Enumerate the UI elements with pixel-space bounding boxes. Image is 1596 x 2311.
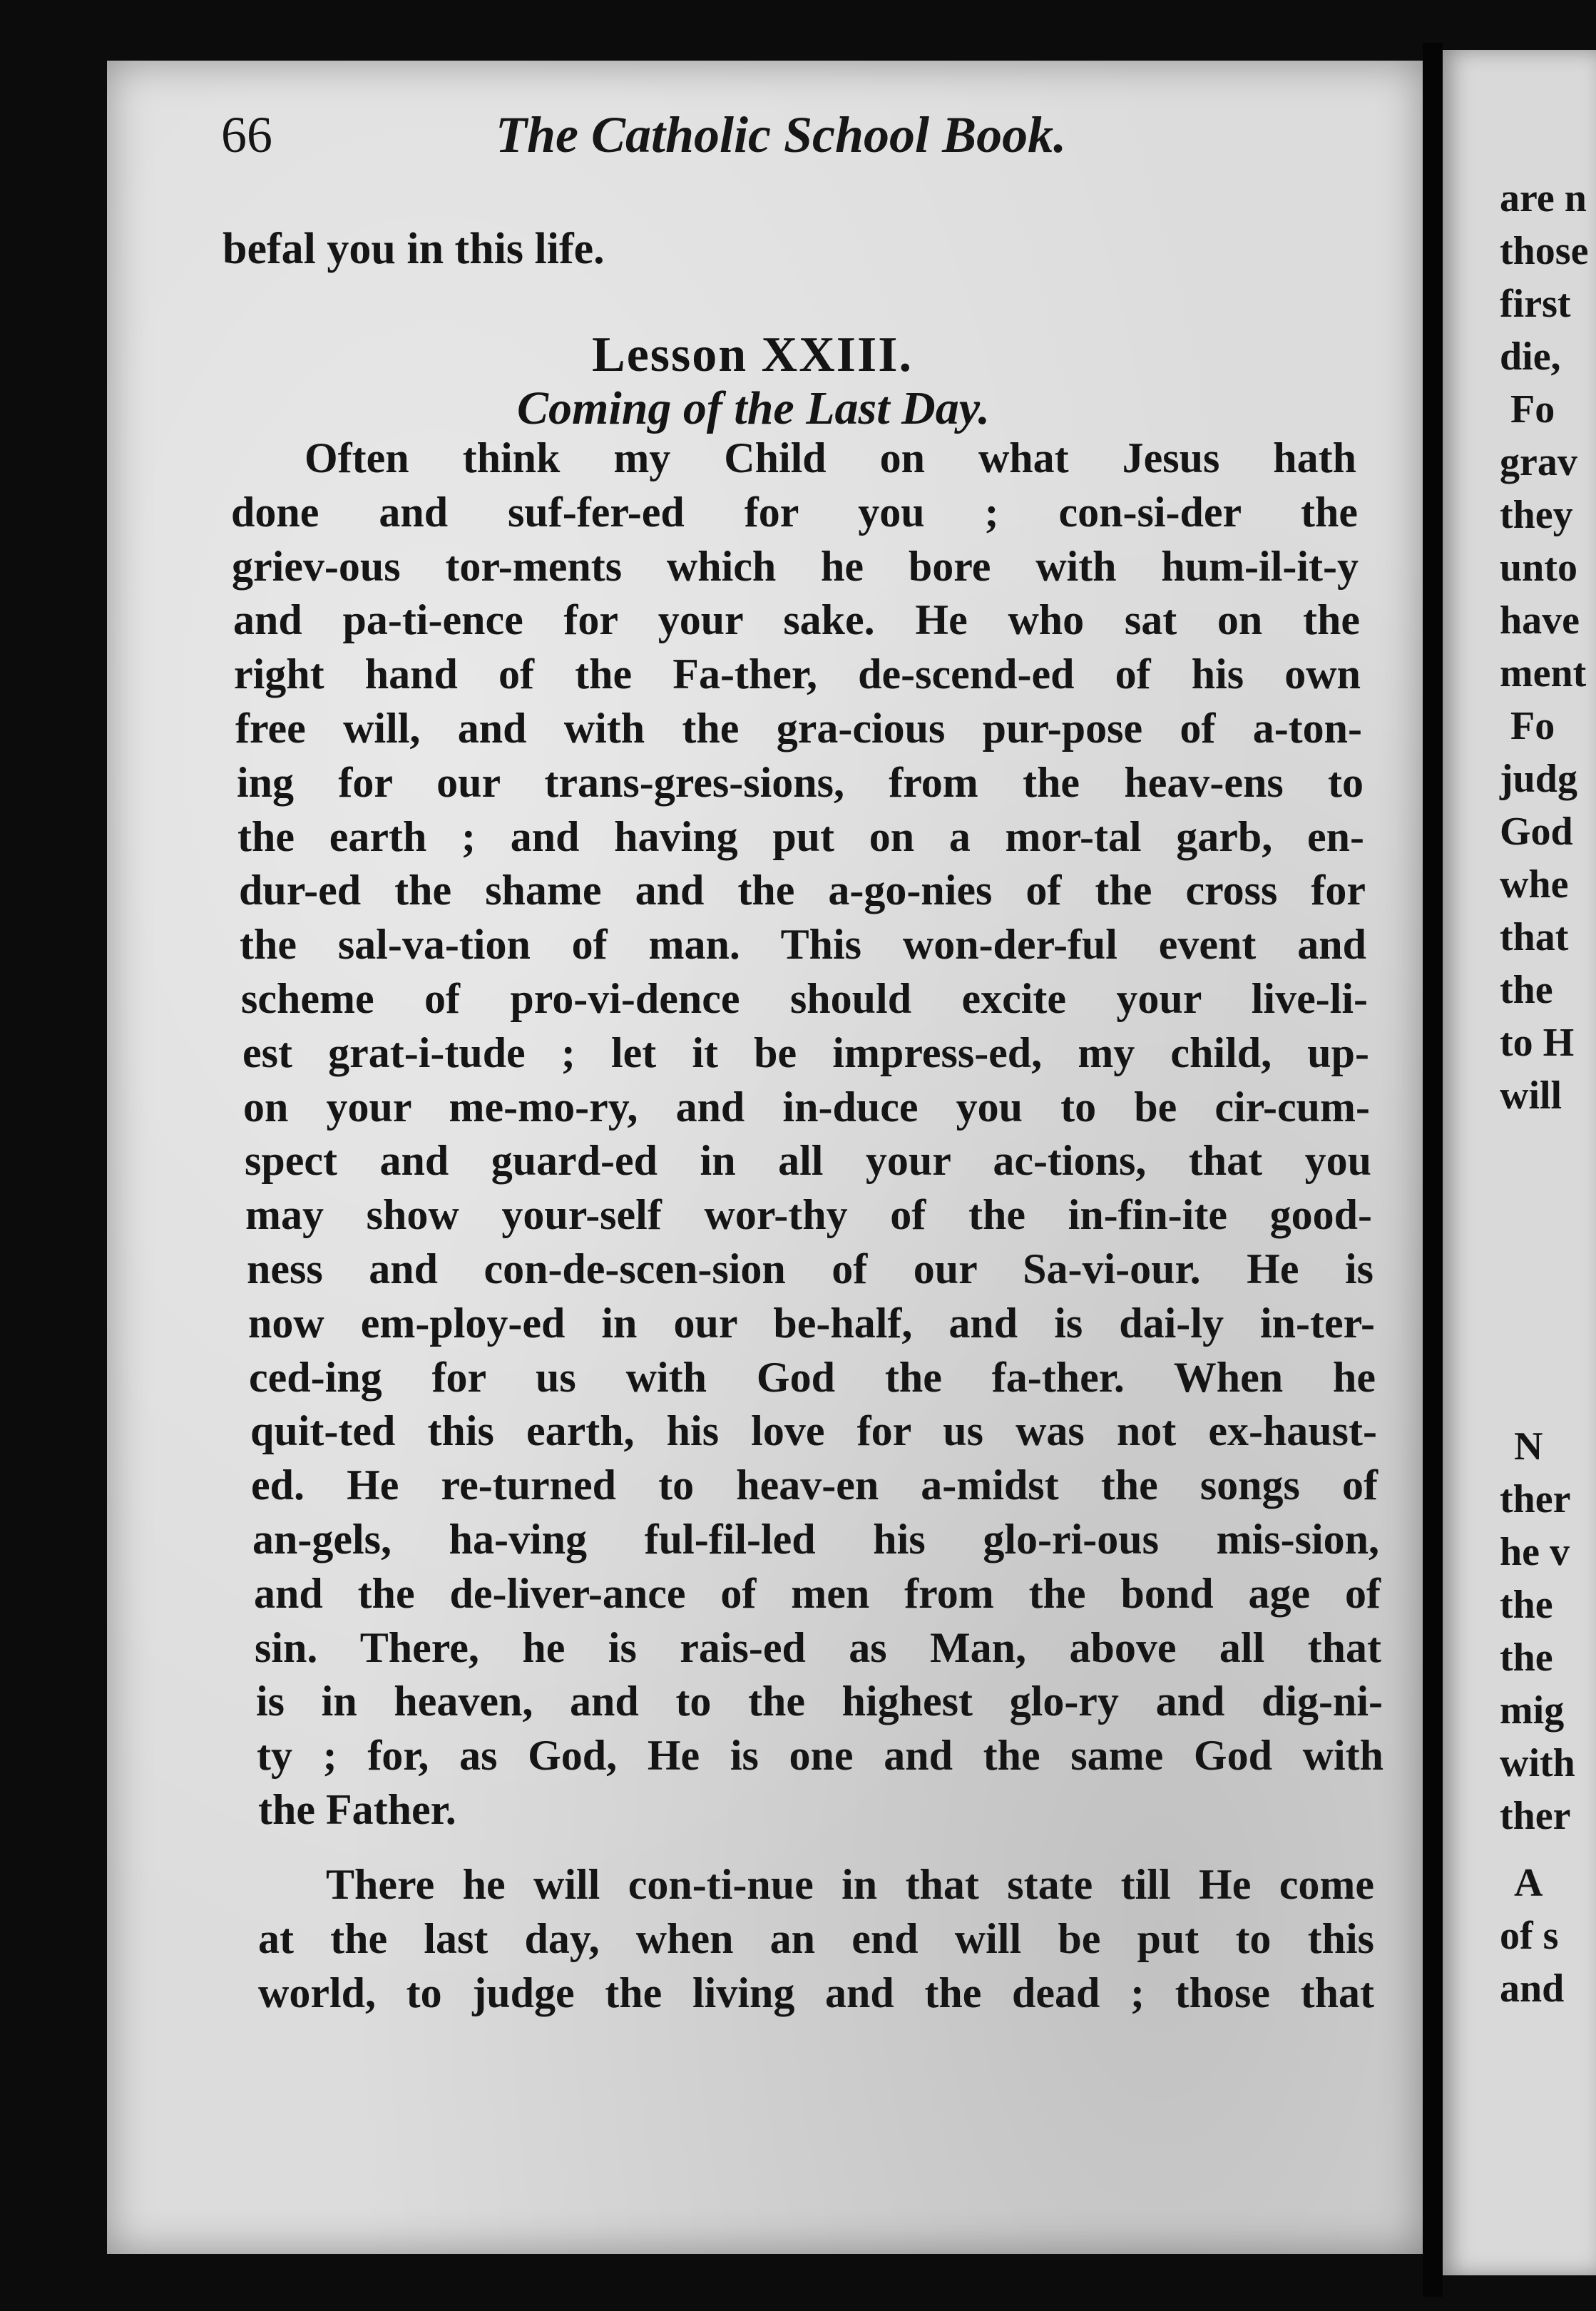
paragraph-1-line: ness and con-de-scen-sion of our Sa-vi-our. He is — [247, 1245, 1374, 1292]
paragraph-1-line: spect and guard-ed in all your ac-tions, that you — [245, 1137, 1371, 1185]
paragraph-1-line: est grat-i-tude ; let it be impress-ed, my child, up- — [242, 1029, 1369, 1076]
paragraph-1-line: right hand of the Fa-ther, de-scend-ed of his own — [234, 651, 1361, 698]
facing-page-line: the — [1500, 1636, 1553, 1680]
paragraph-1-line: and pa-ti-ence for your sake. He who sat on the — [233, 596, 1360, 644]
paragraph-1-line: scheme of pro-vi-dence should excite your live-li- — [241, 975, 1368, 1022]
facing-page-line: Fo — [1510, 704, 1555, 748]
paragraph-1-line: free will, and with the gra-cious pur-pose of a-ton- — [235, 705, 1362, 752]
paragraph-1-line: now em-ploy-ed in our be-half, and is dai-ly in-ter- — [248, 1299, 1375, 1347]
facing-page-line: ment — [1500, 651, 1587, 695]
facing-page-line: A — [1514, 1861, 1543, 1905]
facing-page-line: mig — [1500, 1688, 1565, 1733]
facing-page-line: judg — [1500, 757, 1577, 801]
lesson-subtitle: Coming of the Last Day. — [517, 382, 991, 434]
facing-page-line: grav — [1500, 440, 1577, 484]
paragraph-1-line: an-gels, ha-ving ful-fil-led his glo-ri-ous mis-sion, — [252, 1516, 1379, 1563]
facing-page-line: that — [1500, 915, 1569, 959]
paragraph-1-line: the Father. — [258, 1786, 456, 1833]
paragraph-1-line: quit-ted this earth, his love for us was not ex-haust- — [250, 1407, 1377, 1455]
book-gutter — [1423, 43, 1443, 2297]
paragraph-1-line: the earth ; and having put on a mor-tal garb, en- — [237, 812, 1364, 860]
paragraph-1-line: ing for our trans-gres-sions, from the heav-ens to — [237, 758, 1364, 806]
paragraph-1-line: the sal-va-tion of man. This won-der-ful event and — [240, 921, 1366, 969]
facing-page-line: die, — [1500, 335, 1561, 379]
facing-page-line: and — [1500, 1966, 1565, 2011]
facing-page-line: first — [1500, 282, 1571, 326]
paragraph-1-line: may show your-self wor-thy of the in-fin-ite good- — [245, 1191, 1372, 1239]
facing-page-line: have — [1500, 598, 1580, 643]
facing-page-line: Fo — [1510, 387, 1555, 432]
paragraph-1-line: dur-ed the shame and the a-go-nies of the cross for — [239, 867, 1366, 914]
facing-page-line: are n — [1500, 176, 1587, 220]
paragraph-1-line: ed. He re-turned to heav-en a-midst the songs of — [251, 1461, 1378, 1509]
facing-page-line: to H — [1500, 1021, 1575, 1065]
paragraph-1-line: ty ; for, as God, He is one and the same God with — [257, 1732, 1383, 1780]
facing-page-line: they — [1500, 493, 1573, 537]
facing-page-line: ther — [1500, 1477, 1571, 1521]
paragraph-1-line: and the de-liver-ance of men from the bond age of — [254, 1569, 1381, 1617]
lesson-title: Lesson XXIII. — [592, 327, 913, 382]
facing-page-line: of s — [1500, 1914, 1559, 1958]
paragraph-1-line: griev-ous tor-ments which he bore with hum-il-it-y — [232, 542, 1359, 590]
facing-page-line: unto — [1500, 546, 1577, 590]
carryover-line: befal you in this life. — [222, 225, 605, 273]
paragraph-1-line: done and suf-fer-ed for you ; con-si-der the — [231, 488, 1358, 536]
page-header — [221, 106, 1134, 170]
facing-page-line: God — [1500, 810, 1573, 854]
paragraph-2-line: world, to judge the living and the dead ; those that — [258, 1969, 1374, 2016]
paragraph-1-line: is in heaven, and to the highest glo-ry and dig-ni- — [256, 1678, 1383, 1725]
facing-page — [1443, 50, 1596, 2275]
paragraph-1-line: sin. There, he is rais-ed as Man, above all that — [255, 1623, 1381, 1671]
facing-page-line: with — [1500, 1741, 1575, 1785]
paragraph-1-line: Often think my Child on what Jesus hath — [305, 434, 1356, 481]
facing-page-line: N — [1514, 1424, 1543, 1469]
page-number: 66 — [221, 106, 272, 163]
facing-page-line: he v — [1500, 1530, 1570, 1574]
facing-page-line: the — [1500, 968, 1553, 1012]
paragraph-2-line: at the last day, when an end will be put to this — [258, 1915, 1374, 1962]
paragraph-2-line: There he will con-ti-nue in that state till He come — [326, 1861, 1374, 1908]
paragraph-1-line: ced-ing for us with God the fa-ther. When he — [249, 1353, 1376, 1401]
facing-page-line: will — [1500, 1073, 1562, 1118]
facing-page-line: the — [1500, 1583, 1553, 1627]
running-title: The Catholic School Book. — [496, 106, 1067, 163]
facing-page-line: those — [1500, 229, 1589, 273]
facing-page-line: whe — [1500, 862, 1569, 907]
paragraph-1-line: on your me-mo-ry, and in-duce you to be cir-cum- — [243, 1083, 1370, 1131]
facing-page-line: ther — [1500, 1794, 1571, 1838]
